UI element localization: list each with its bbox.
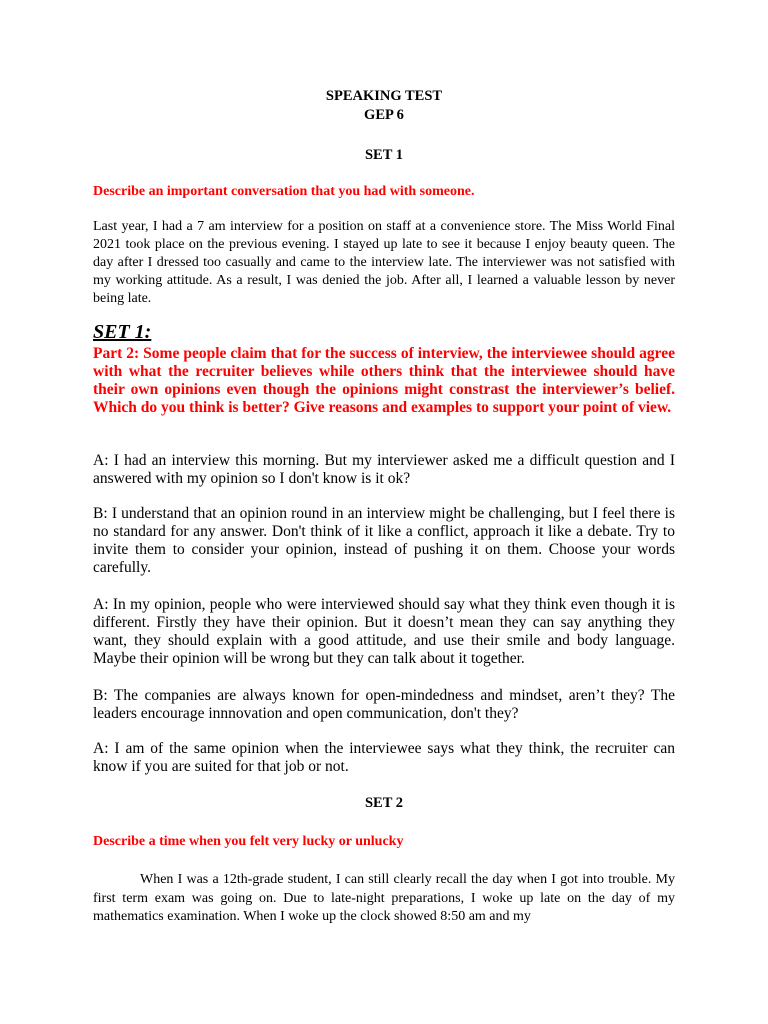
- dialogue-line: B: I understand that an opinion round in an interview might be challenging, but I feel there is no standard for any answer. Don't think of it like a conflict, approach it like a debate. Try to invite them to consider your opinion, instead of pushing it on them. Choose your words carefully.: [93, 505, 675, 576]
- document-subtitle: GEP 6: [364, 107, 404, 123]
- set1-question: Describe an important conversation that you had with someone.: [93, 184, 475, 199]
- set1-part2-heading: SET 1:: [93, 321, 152, 343]
- set1-part2-question: Part 2: Some people claim that for the success of interview, the interviewee should agree with what the recruiter believes while others think that the interviewee should have their own opinions even though the opinions might constrast the interviewer’s belief. Which do you think is better? Give reasons and examples to support your point of view.: [93, 345, 675, 416]
- dialogue-line: A: I had an interview this morning. But my interviewer asked me a difficult question and I answered with my opinion so I don't know is it ok?: [93, 452, 675, 487]
- document-title: SPEAKING TEST: [325, 88, 443, 104]
- set1-heading: SET 1: [364, 147, 404, 163]
- set1-answer: Last year, I had a 7 am interview for a position on staff at a convenience store. The Miss World Final 2021 took place on the previous evening. I stayed up late to see it because I enjoy beauty queen. The day after I dressed too casually and came to the interview late. The interviewer was not satisfied with my working attitude. As a result, I was denied the job. After all, I learned a valuable lesson by never being late.: [93, 219, 675, 306]
- set2-answer: When I was a 12th-grade student, I can still clearly recall the day when I got into trouble. My first term exam was going on. Due to late-night preparations, I woke up late on the day of my mathematics examination. When I woke up the clock showed 8:50 am and my: [93, 872, 675, 924]
- set2-question: Describe a time when you felt very lucky or unlucky: [93, 834, 404, 849]
- dialogue-line: A: In my opinion, people who were interviewed should say what they think even though it is different. Firstly they have their opinion. But it doesn’t mean they can say anything they want, they should explain with a good attitude, and use their smile and body language. Maybe their opinion will be wrong but they can talk about it together.: [93, 596, 675, 667]
- set2-heading: SET 2: [364, 795, 404, 811]
- dialogue-line: A: I am of the same opinion when the interviewee says what they think, the recruiter can know if you are suited for that job or not.: [93, 740, 675, 775]
- dialogue-line: B: The companies are always known for open-mindedness and mindset, aren’t they? The leaders encourage innnovation and open communication, don't they?: [93, 687, 675, 722]
